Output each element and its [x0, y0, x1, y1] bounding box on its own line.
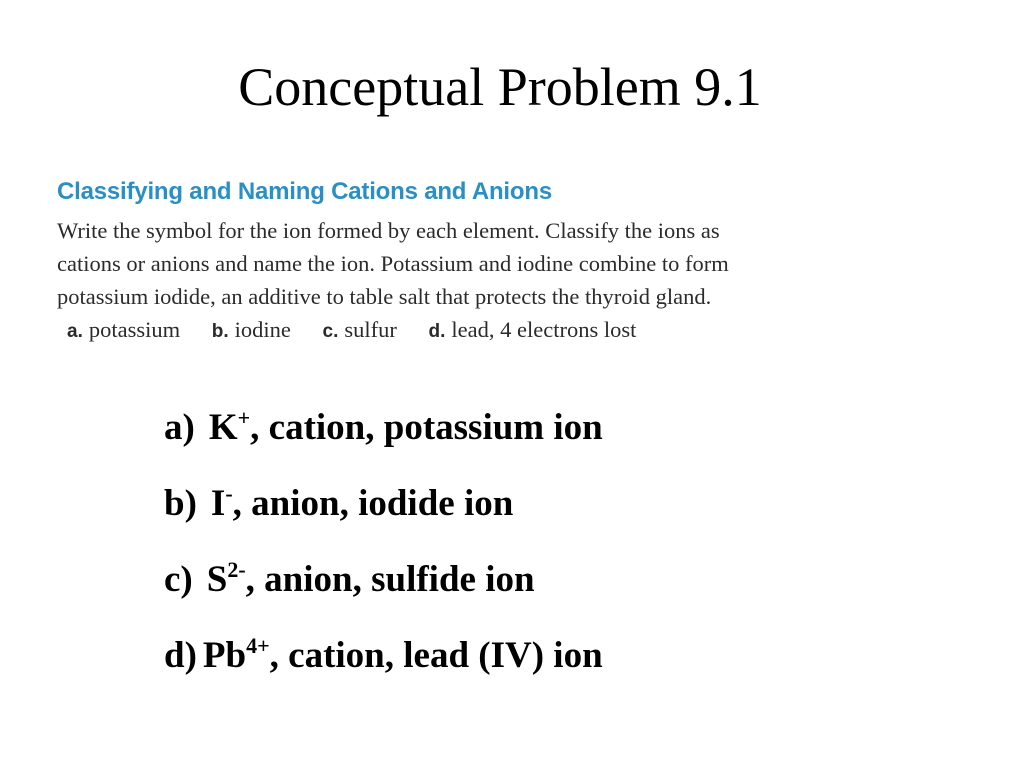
part-text: iodine: [234, 317, 291, 342]
answer-c: [164, 556, 603, 632]
part-text: potassium: [88, 317, 181, 342]
answer-description: , cation, potassium ion: [250, 407, 603, 448]
part-letter: b.: [211, 321, 229, 342]
problem-part-d: [429, 313, 637, 348]
answer-label: d): [164, 635, 197, 676]
problem-part-a: [67, 313, 180, 348]
problem-part-c: [323, 313, 397, 348]
answer-a: [164, 404, 603, 480]
part-text: sulfur: [344, 317, 397, 342]
answer-list: [164, 404, 603, 708]
part-text: lead, 4 electrons lost: [451, 317, 637, 342]
ion-charge: -: [225, 481, 233, 506]
answer-d: [164, 632, 603, 708]
ion-charge: +: [237, 405, 251, 430]
problem-part-b: [212, 313, 291, 348]
slide-title: Conceptual Problem 9.1: [238, 57, 762, 117]
ion-symbol: S: [206, 559, 228, 600]
answer-description: , anion, iodide ion: [232, 483, 514, 524]
problem-line: potassium iodide, an additive to table salt that protects the thyroid gland.: [57, 284, 712, 309]
part-letter: c.: [322, 321, 339, 342]
answer-description: , cation, lead (IV) ion: [269, 635, 603, 676]
answer-label: c): [164, 559, 193, 600]
problem-line: Write the symbol for the ion formed by each element. Classify the ions as: [57, 218, 720, 243]
answer-description: , anion, sulfide ion: [245, 559, 535, 600]
answer-b: [164, 480, 603, 556]
ion-symbol: Pb: [202, 635, 247, 676]
problem-text: [57, 214, 957, 313]
problem-parts: [67, 313, 957, 348]
problem-box: [57, 178, 957, 348]
part-letter: d.: [428, 321, 446, 342]
ion-charge: 4+: [246, 633, 270, 658]
ion-charge: 2-: [227, 557, 246, 582]
answer-label: b): [164, 483, 197, 524]
ion-symbol: I: [210, 483, 226, 524]
problem-line: cations or anions and name the ion. Potassium and iodine combine to form: [57, 251, 729, 276]
answer-label: a): [164, 407, 195, 448]
problem-heading: Classifying and Naming Cations and Anions: [57, 178, 552, 205]
part-letter: a.: [67, 321, 83, 342]
ion-symbol: K: [208, 407, 238, 448]
